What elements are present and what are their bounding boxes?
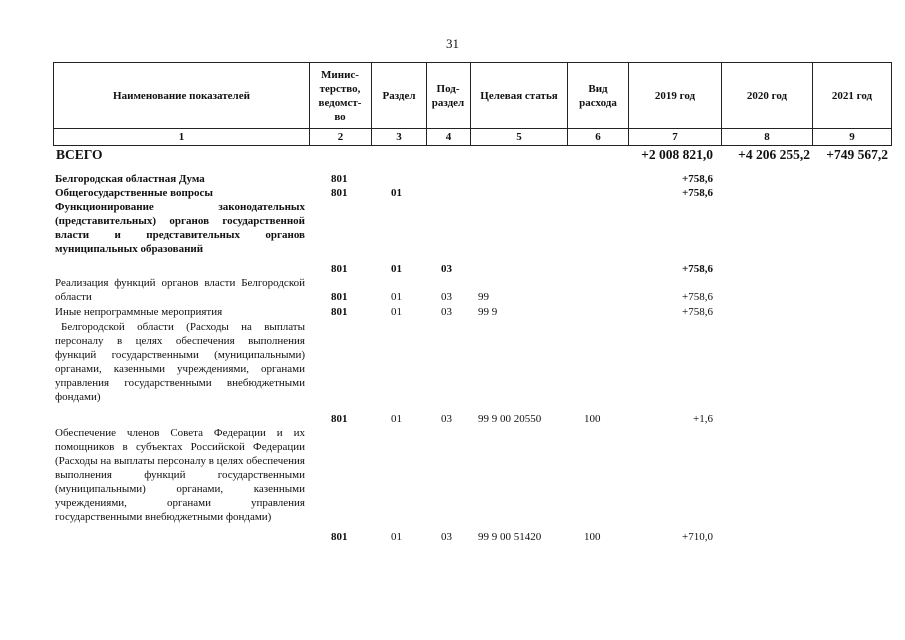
row-6-2019: +710,0 [682, 531, 713, 543]
row-5-name: Белгородской области (Расходы на выплаты персоналу в целях обеспечения выполнения функций государственными (муниципальными) органами, казенными учреждениями, органами управления государственными внебюджетными фондами) [55, 321, 305, 403]
row-4-name: Иные непрограммные мероприятия [55, 306, 223, 318]
header-2020: 2020 год [746, 89, 788, 102]
row-3-target: 99 [478, 291, 489, 303]
column-number-divider [53, 145, 892, 146]
header-divider [53, 128, 892, 129]
header-ministry: Минис-терство, ведомст-во [318, 68, 362, 123]
row-5-subsection: 03 [441, 413, 452, 425]
row-2-ministry: 801 [331, 263, 348, 275]
row-4-subsection: 03 [441, 306, 452, 318]
row-6-name: Обеспечение членов Совета Федерации и их помощников в субъектах Российской Федерации (Расходы на выплаты персоналу в целях обеспечения выполнения функций государственными (муниципальными) органами, казенными учреждениями, органами управления государственными внебюджетными фондами) [55, 427, 305, 523]
header-subsection: Под-раздел [431, 82, 465, 109]
header-section: Раздел [382, 89, 416, 102]
row-6-subsection: 03 [441, 531, 452, 543]
row-4-ministry: 801 [331, 306, 348, 318]
row-1-section: 01 [391, 187, 402, 199]
row-2-2019: +758,6 [681, 263, 713, 275]
row-5-section: 01 [391, 413, 402, 425]
row-6-section: 01 [391, 531, 402, 543]
row-4-target: 99 9 [478, 306, 498, 318]
row-3-subsection: 03 [441, 291, 452, 303]
row-0-ministry: 801 [331, 173, 348, 185]
colnum-6: 6 [595, 131, 601, 143]
colnum-8: 8 [764, 131, 770, 143]
row-2-section: 01 [391, 263, 402, 275]
header-expense-type: Вид расхода [579, 82, 617, 109]
row-1-ministry: 801 [331, 187, 348, 199]
total-2021: +749 567,2 [826, 147, 888, 162]
row-1-name: Общегосударственные вопросы [55, 187, 213, 199]
row-3-ministry: 801 [331, 291, 348, 303]
header-name: Наименование показателей [113, 89, 250, 102]
row-1-2019: +758,6 [681, 187, 713, 199]
row-4-section: 01 [391, 306, 402, 318]
colnum-2: 2 [337, 131, 344, 143]
row-0-2019: +758,6 [681, 173, 713, 185]
header-2021: 2021 год [831, 89, 873, 102]
row-6-target: 99 9 00 51420 [478, 531, 542, 543]
row-5-ministry: 801 [331, 413, 348, 425]
colnum-4: 4 [445, 131, 452, 143]
row-3-name: Реализация функций органов власти Белгородской области [55, 277, 305, 303]
total-2020: +4 206 255,2 [738, 147, 810, 162]
colnum-9: 9 [849, 131, 855, 143]
header-2019: 2019 год [654, 89, 696, 102]
row-3-section: 01 [391, 291, 402, 303]
colnum-1: 1 [178, 131, 185, 143]
row-2-subsection: 03 [441, 263, 452, 275]
row-0-name: Белгородская областная Дума [55, 173, 205, 185]
colnum-5: 5 [516, 131, 522, 143]
row-3-2019: +758,6 [682, 291, 713, 303]
row-5-vid: 100 [584, 413, 601, 425]
row-2-name: Функционирование законодательных (представительных) органов государственной власти и представительных органов муниципальных образований [55, 201, 305, 255]
colnum-7: 7 [672, 131, 678, 143]
page-number: 31 [446, 36, 459, 51]
header-target: Целевая статья [480, 89, 558, 102]
row-6-vid: 100 [584, 531, 601, 543]
row-5-2019: +1,6 [693, 413, 713, 425]
col-border-9 [891, 62, 892, 146]
row-6-ministry: 801 [331, 531, 348, 543]
colnum-3: 3 [396, 131, 402, 143]
row-4-2019: +758,6 [682, 306, 713, 318]
total-2019: +2 008 821,0 [641, 147, 713, 162]
row-5-target: 99 9 00 20550 [478, 413, 542, 425]
total-label: ВСЕГО [56, 147, 103, 162]
